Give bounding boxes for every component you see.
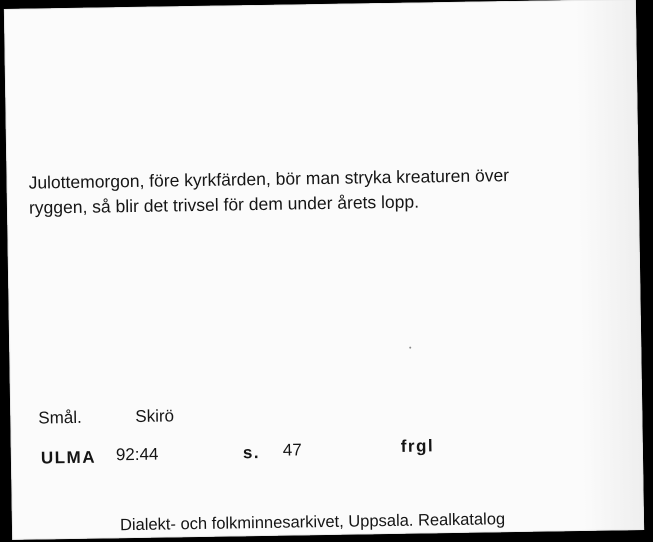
record-text-line-1: Julottemorgon, före kyrkfärden, bör man stryka kreaturen över xyxy=(28,165,510,193)
archive-code: ULMA xyxy=(40,447,97,468)
dust-speck xyxy=(409,347,411,349)
record-text xyxy=(28,163,509,221)
archive-footer: Dialekt- och folkminnesarkivet, Uppsala. Realkatalog xyxy=(119,510,506,535)
category-code: frgl xyxy=(400,436,435,456)
index-card xyxy=(4,0,644,540)
parish-label: Skirö xyxy=(135,406,175,426)
archive-number: 92:44 xyxy=(115,444,159,465)
province-label: Smål. xyxy=(38,407,82,428)
record-text-line-2: ryggen, så blir det trivsel för dem under årets lopp. xyxy=(28,191,420,218)
page-prefix: s. xyxy=(242,443,261,463)
page-number: 47 xyxy=(282,440,302,460)
